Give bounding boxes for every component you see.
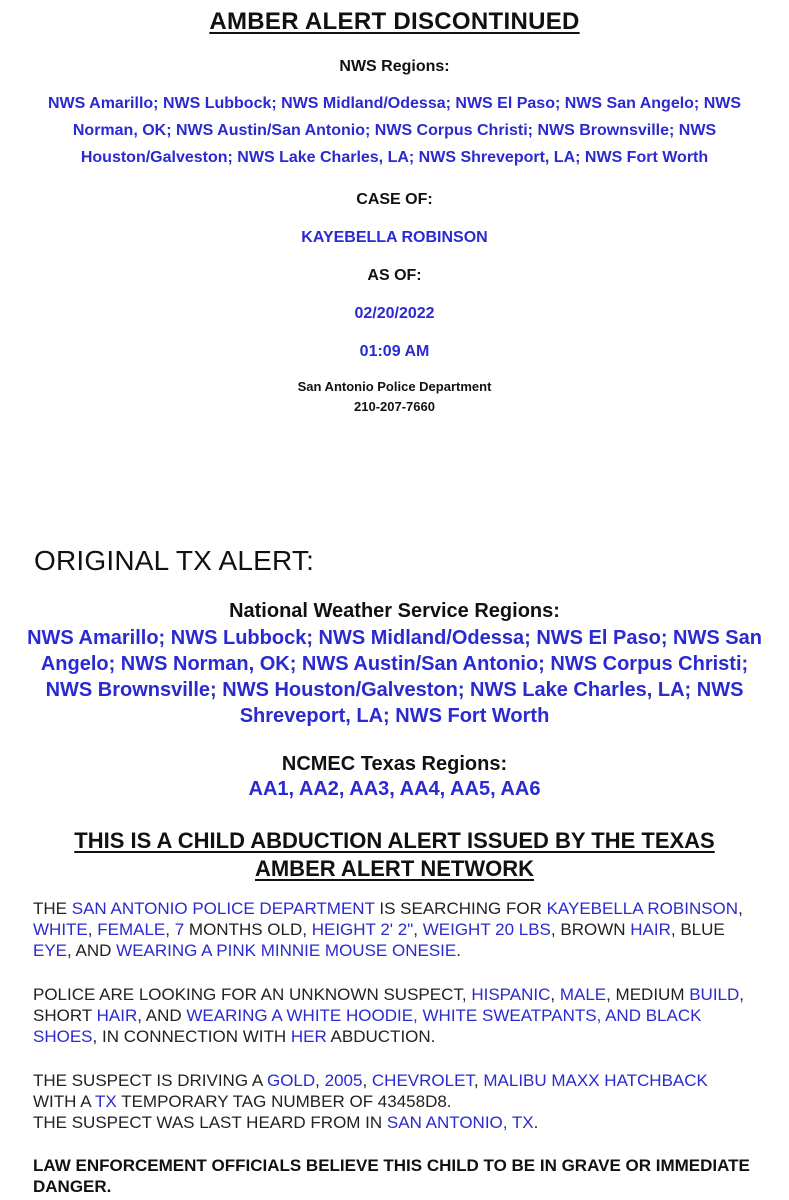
- danger-statement: LAW ENFORCEMENT OFFICIALS BELIEVE THIS CHILD TO BE IN GRAVE OR IMMEDIATE DANGER.: [33, 1156, 750, 1196]
- discontinued-title: AMBER ALERT DISCONTINUED: [209, 8, 580, 35]
- vehicle-color: GOLD: [266, 1071, 316, 1090]
- as-of-header: AS OF:: [367, 267, 422, 284]
- text: THE SUSPECT WAS LAST HEARD FROM IN: [33, 1113, 387, 1132]
- text: , AND: [137, 1006, 187, 1025]
- text: WITH A: [33, 1092, 96, 1111]
- police-phone: 210-207-7660: [354, 399, 435, 414]
- nws-regions-header: NWS Regions:: [339, 58, 450, 75]
- child-weight: WEIGHT 20 LBS: [422, 920, 551, 939]
- child-height: HEIGHT 2' 2": [311, 920, 414, 939]
- text: .: [456, 941, 461, 960]
- text: IS SEARCHING FOR: [374, 899, 547, 918]
- nws-regions-list: NWS Amarillo; NWS Lubbock; NWS Midland/Odessa; NWS El Paso; NWS San Angelo; NWS Norman, OK; NWS Austin/San Antonio; NWS Corpus Christi; NWS Brownsville; NWS Houston/Galveston; NWS Lake Charles, LA; NWS Shreveport, LA; NWS Fort Worth: [47, 95, 742, 166]
- text: .: [533, 1113, 539, 1132]
- suspect-clothing: WEARING A WHITE HOODIE, WHITE SWEATPANTS, AND BLACK SHOES: [33, 1006, 702, 1046]
- text: THE SUSPECT IS DRIVING A: [33, 1071, 267, 1090]
- text: ,: [315, 1071, 325, 1090]
- case-of-header: CASE OF:: [356, 191, 433, 208]
- child-name: KAYEBELLA ROBINSON: [546, 899, 739, 918]
- hair-label: HAIR: [630, 920, 671, 939]
- vehicle-model: MALIBU MAXX HATCHBACK: [483, 1071, 708, 1090]
- text: ,: [87, 920, 98, 939]
- suspect-description: [33, 984, 753, 1047]
- vehicle-year: 2005: [324, 1071, 363, 1090]
- hair-label: HAIR: [96, 1006, 138, 1025]
- victim-description: [33, 898, 753, 961]
- child-age: 7: [174, 920, 185, 939]
- nws-regions-list-original: NWS Amarillo; NWS Lubbock; NWS Midland/Odessa; NWS El Paso; NWS San Angelo; NWS Norman, OK; NWS Austin/San Antonio; NWS Corpus Christi; NWS Brownsville; NWS Houston/Galveston; NWS Lake Charles, LA; NWS Shreveport, LA; NWS Fort Worth: [27, 627, 762, 727]
- build-label: BUILD: [689, 985, 740, 1004]
- suspect-sex: MALE: [559, 985, 607, 1004]
- text: ABDUCTION.: [326, 1027, 436, 1046]
- text: ,: [550, 985, 560, 1004]
- ncmec-regions-list: AA1, AA2, AA3, AA4, AA5, AA6: [248, 778, 541, 800]
- original-alert-label: ORIGINAL TX ALERT:: [34, 545, 315, 576]
- text: , AND: [67, 941, 117, 960]
- text: ,: [413, 920, 423, 939]
- tag-state: TX: [95, 1092, 117, 1111]
- text: , IN CONNECTION WITH: [92, 1027, 291, 1046]
- vehicle-description: [33, 1070, 753, 1133]
- agency-name: SAN ANTONIO POLICE DEPARTMENT: [71, 899, 375, 918]
- as-of-date: 02/20/2022: [354, 305, 435, 322]
- text: , MEDIUM: [606, 985, 690, 1004]
- as-of-time: 01:09 AM: [359, 343, 430, 360]
- text: ,: [473, 1071, 484, 1090]
- child-sex: FEMALE: [97, 920, 166, 939]
- text: MONTHS OLD,: [184, 920, 312, 939]
- text: TEMPORARY TAG NUMBER OF 43458D8.: [116, 1092, 452, 1111]
- nws-regions-header-original: National Weather Service Regions:: [229, 600, 560, 622]
- suspect-race: HISPANIC: [471, 985, 551, 1004]
- text: , BLUE: [670, 920, 725, 939]
- text: ,: [165, 920, 175, 939]
- child-race: WHITE: [33, 920, 88, 939]
- text: THE: [33, 899, 72, 918]
- police-department: San Antonio Police Department: [297, 379, 492, 394]
- text: ,: [362, 1071, 372, 1090]
- ncmec-regions-header: NCMEC Texas Regions:: [281, 753, 508, 775]
- text: ,: [738, 899, 743, 918]
- original-alert-section: [0, 600, 789, 883]
- abduction-alert-header: THIS IS A CHILD ABDUCTION ALERT ISSUED BY THE TEXAS AMBER ALERT NETWORK: [74, 828, 715, 881]
- pronoun: HER: [290, 1027, 327, 1046]
- vehicle-make: CHEVROLET: [371, 1071, 474, 1090]
- text: , SHORT: [33, 985, 745, 1025]
- case-name: KAYEBELLA ROBINSON: [301, 229, 488, 246]
- text: POLICE ARE LOOKING FOR AN UNKNOWN SUSPECT,: [33, 985, 472, 1004]
- discontinued-section: [0, 0, 789, 417]
- text: , BROWN: [550, 920, 631, 939]
- last-location: SAN ANTONIO, TX: [386, 1113, 534, 1132]
- eye-label: EYE: [33, 941, 68, 960]
- child-clothing: WEARING A PINK MINNIE MOUSE ONESIE: [116, 941, 457, 960]
